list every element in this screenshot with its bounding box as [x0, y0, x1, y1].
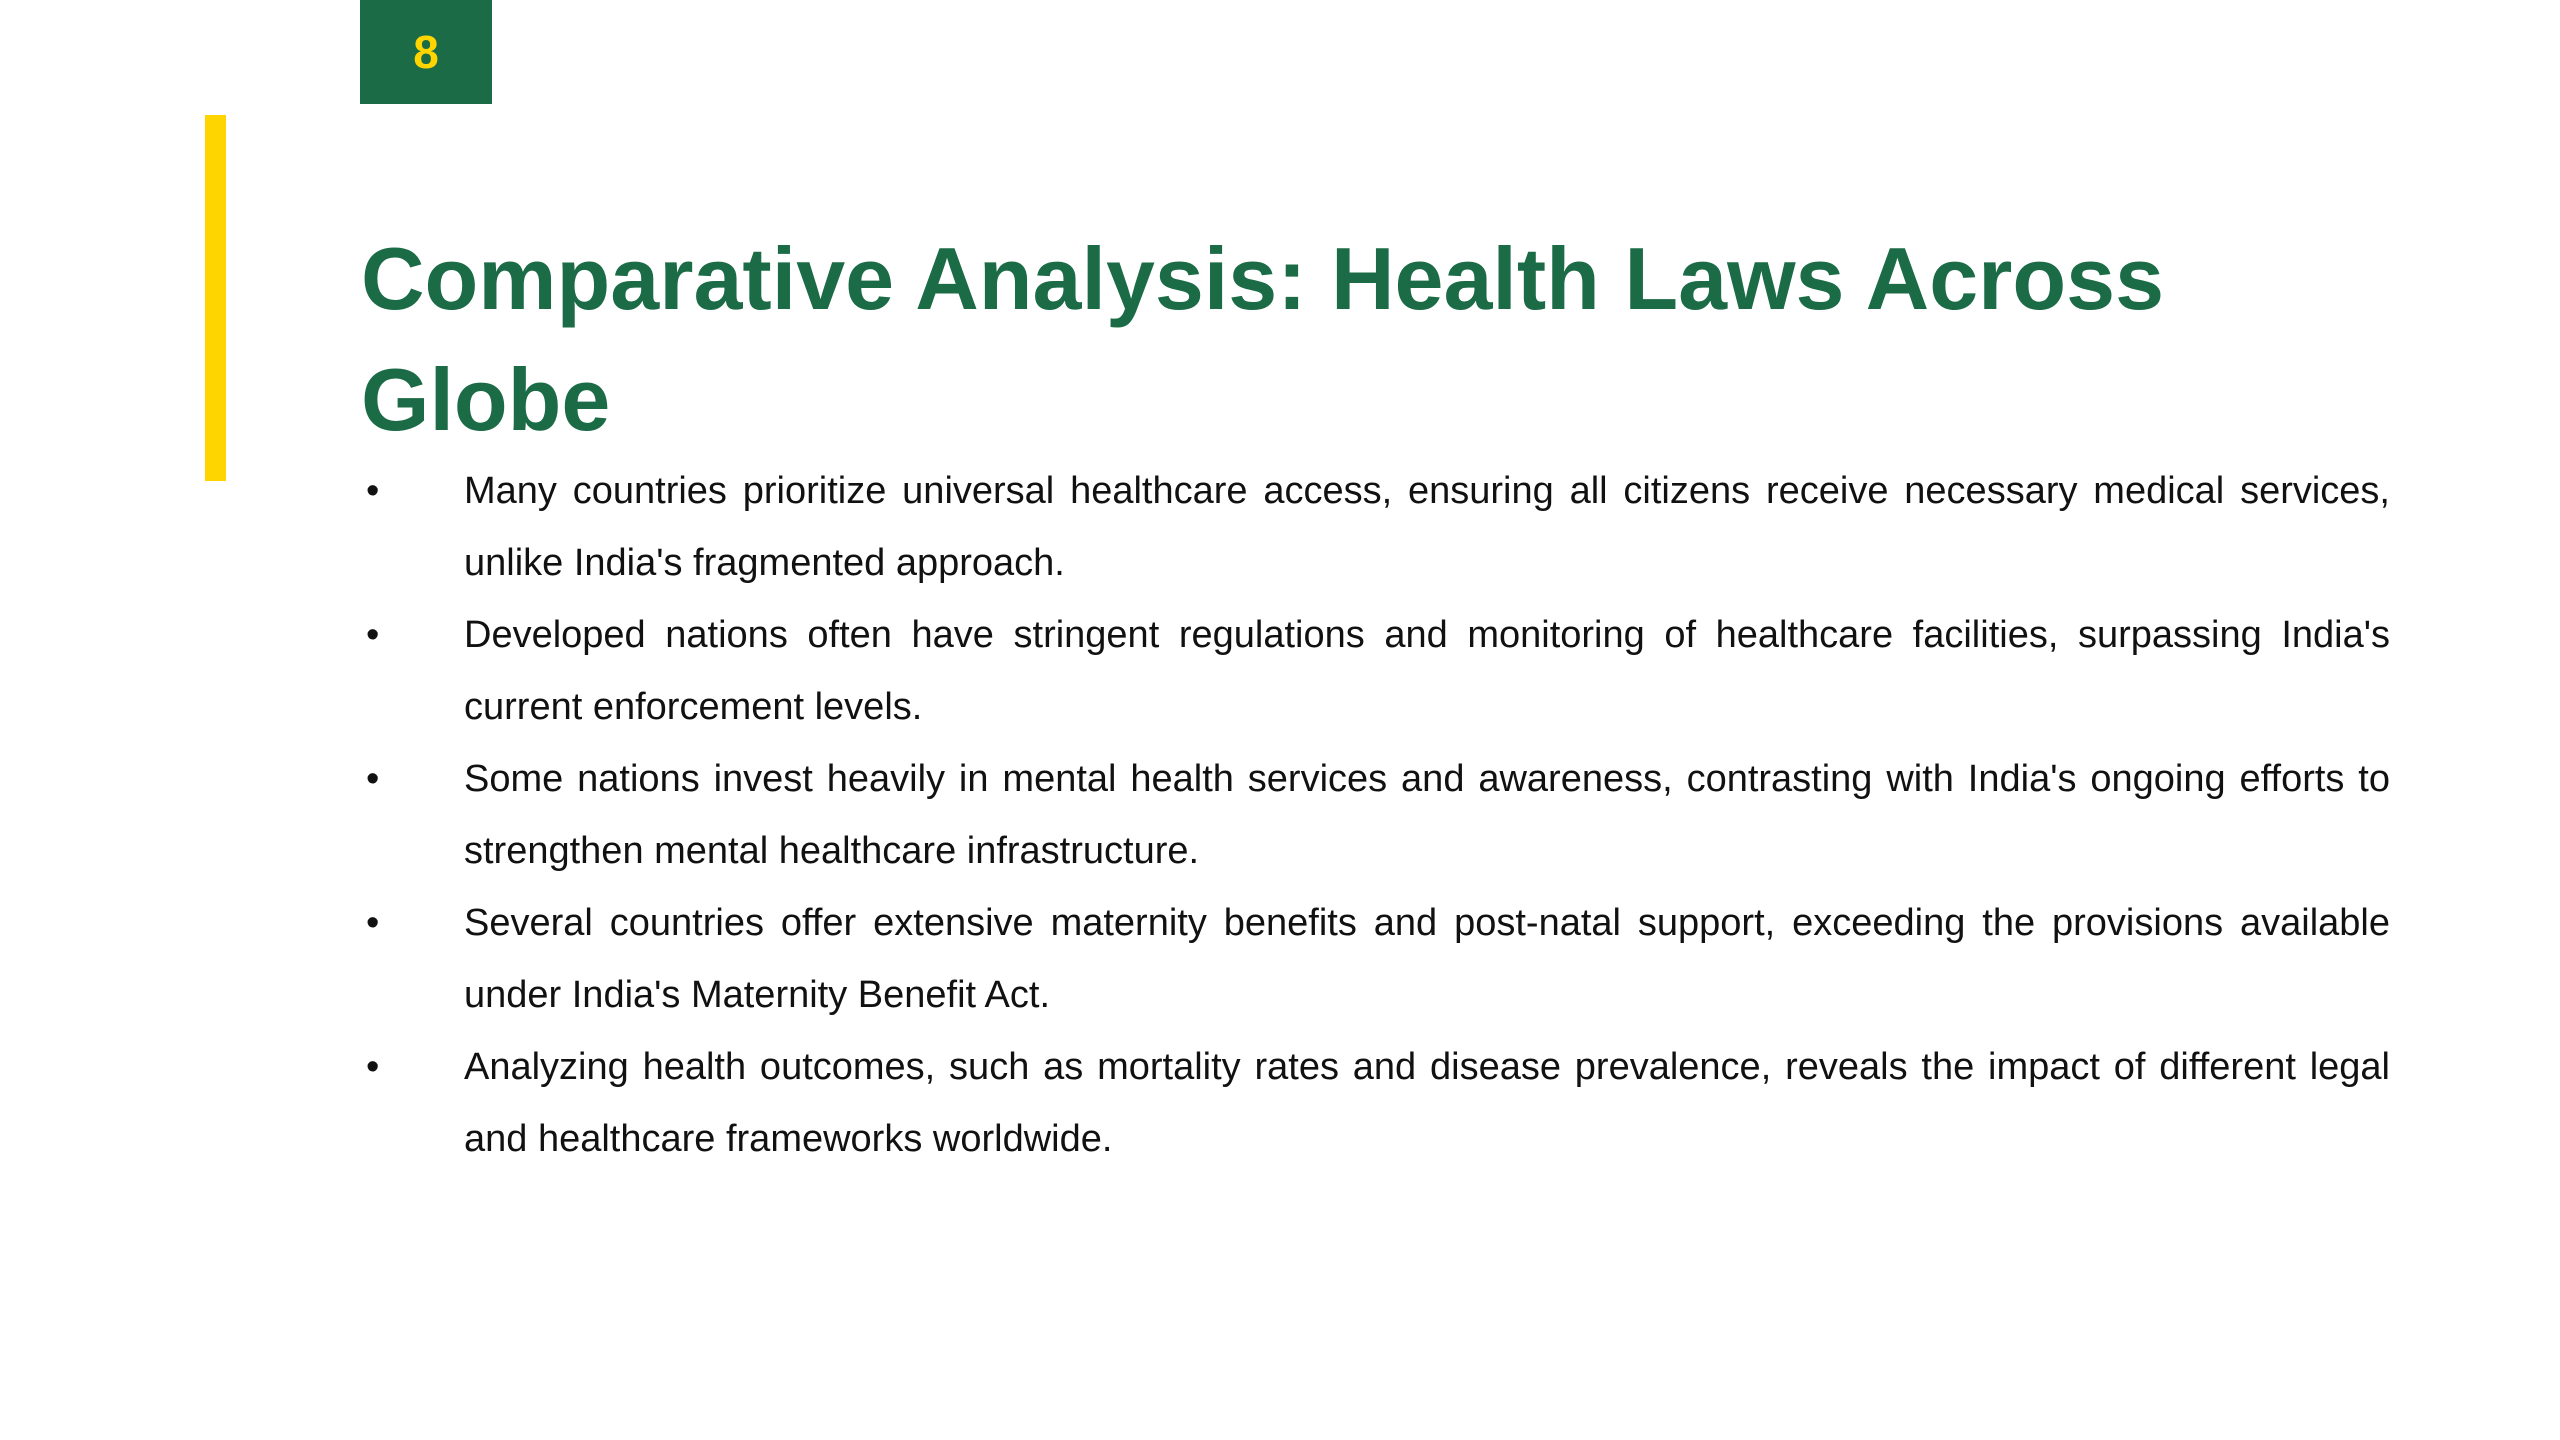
bullet-icon: • [366, 614, 380, 656]
accent-bar [205, 115, 226, 481]
bullet-text: Some nations invest heavily in mental health services and awareness, contrasting with India's ongoing efforts to strengthen mental healthcare infrastructure. [464, 758, 2390, 872]
bullet-icon: • [366, 1046, 380, 1088]
bullet-text: Analyzing health outcomes, such as mortality rates and disease prevalence, reveals the impact of different legal and healthcare frameworks worldwide. [464, 1046, 2390, 1160]
slide-title: Comparative Analysis: Health Laws Across Globe [361, 229, 2165, 449]
bullet-item [360, 743, 2390, 887]
bullet-item [360, 599, 2390, 743]
bullet-list [360, 455, 2390, 1175]
bullet-icon: • [366, 902, 380, 944]
page-number: 8 [413, 26, 439, 78]
bullet-text: Several countries offer extensive maternity benefits and post-natal support, exceeding the provisions available under India's Maternity Benefit Act. [464, 902, 2390, 1016]
bullet-item [360, 455, 2390, 599]
bullet-icon: • [366, 758, 380, 800]
page-number-badge [360, 0, 492, 104]
bullet-item [360, 887, 2390, 1031]
bullet-text: Developed nations often have stringent regulations and monitoring of healthcare facilities, surpassing India's current enforcement levels. [464, 614, 2390, 728]
bullet-icon: • [366, 470, 380, 512]
bullet-item [360, 1031, 2390, 1175]
bullet-text: Many countries prioritize universal healthcare access, ensuring all citizens receive necessary medical services, unlike India's fragmented approach. [464, 470, 2390, 584]
